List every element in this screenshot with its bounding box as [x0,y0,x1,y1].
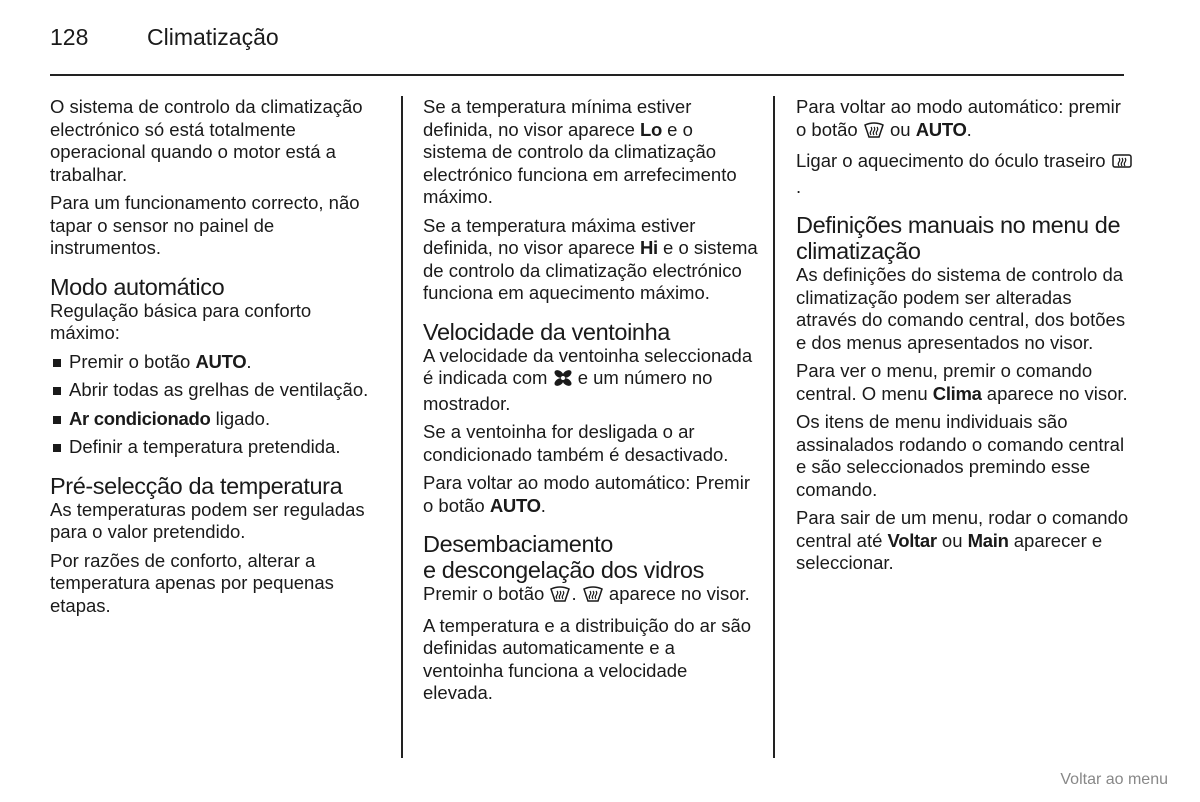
keyword-voltar: Voltar [887,529,937,551]
bullet-icon [53,359,61,367]
paragraph [796,150,1134,198]
intro-paragraph: O sistema de controlo da climatização electrónico só está totalmente operacional quando o motor está a trabalhar. [50,96,363,185]
list-item-text: Definir a temperatura pretendida. [69,436,341,457]
keyword-lo: Lo [640,118,663,140]
bullet-icon [53,387,61,395]
paragraph [423,472,758,517]
paragraph: As definições do sistema de controlo da climatização podem ser alteradas através do comando central, dos botões e dos menus apresentados no visor. [796,264,1126,353]
windscreen-defrost-icon [549,585,571,609]
chapter-title: Climatização [147,24,279,50]
column-1 [50,96,385,623]
list-item-text: Premir o botão [69,350,196,372]
keyword-main: Main [967,529,1009,551]
heading-line: Desembaciamento [423,531,613,557]
text: ou [936,529,968,551]
paragraph [796,507,1134,575]
fan-icon [553,369,573,393]
header-rule [50,74,1124,76]
column-divider [773,96,775,758]
column-2 [423,96,758,711]
column-divider [401,96,403,758]
text: Para sair de um menu, rodar o comando central até [796,507,1129,551]
list-item [50,351,385,374]
text: aparece no visor. [603,583,750,604]
paragraph: Por razões de conforto, alterar a temperatura apenas por pequenas etapas. [50,549,334,616]
paragraph: Se a ventoinha for desligada o ar condicionado também é desactivado. [423,421,729,465]
text: . [571,583,582,604]
paragraph [423,215,758,305]
text: Se a temperatura mínima estiver definida, no visor aparece [423,96,692,140]
text: Ligar o aquecimento do óculo traseiro [796,150,1111,171]
text: . [966,118,972,140]
list-item [50,436,385,459]
windscreen-defrost-icon [582,585,604,609]
text: aparece no visor. [981,382,1128,404]
intro-paragraph: Para um funcionamento correcto, não tapar o sensor no painel de instrumentos. [50,192,360,258]
section-heading-defrost [423,531,758,583]
section-heading-auto-mode: Modo automático [50,273,225,300]
keyword-clima: Clima [932,382,982,404]
text: . [796,175,802,197]
section-heading-fan-speed: Velocidade da ventoinha [423,318,670,345]
text: . [540,494,546,516]
list-item-text: ligado. [210,407,271,429]
text: Premir o botão [423,583,550,604]
keyword-air-conditioning: Ar condicionado [69,407,211,429]
rear-window-heater-icon [1111,152,1133,176]
paragraph [423,345,758,416]
list-item-text: Abrir todas as grelhas de ventilação. [69,379,369,400]
text: e o sistema de controlo da climatização electrónico funciona em aquecimento máximo. [423,237,758,303]
text: Para voltar ao modo automático: premir o botão [796,96,1121,140]
bullet-list [50,351,385,459]
keyword-hi: Hi [640,237,658,258]
text: aparecer e seleccionar. [796,529,1103,573]
keyword-auto: AUTO [195,350,247,372]
list-item [50,408,385,431]
bullet-icon [53,444,61,452]
paragraph [423,583,758,609]
heading-line: e descongelação dos vidros [423,557,704,583]
section-heading-manual-settings: Definições manuais no menu de climatização [796,212,1121,264]
text: ou [884,118,916,140]
paragraph: As temperaturas podem ser reguladas para o valor pretendido. [50,498,365,542]
column-3 [796,96,1134,581]
text: Para voltar ao modo automático: Premir o botão [423,472,750,516]
paragraph: Os itens de menu individuais são assinalados rodando o comando central e são seleccionados premindo esse comando. [796,411,1125,500]
paragraph [423,96,758,209]
text: e um número no mostrador. [423,367,713,414]
paragraph: A temperatura e a distribuição do ar são definidas automaticamente e a ventoinha funciona a velocidade elevada. [423,614,752,703]
paragraph [796,96,1134,144]
paragraph [796,360,1134,405]
bullet-icon [53,416,61,424]
list-item [50,379,385,402]
keyword-auto: AUTO [489,494,541,516]
text: Se a temperatura máxima estiver definida, no visor aparece [423,214,696,258]
section-heading-temperature-preselection: Pré-selecção da temperatura [50,472,343,499]
keyword-auto: AUTO [915,118,967,140]
list-item-text: . [246,350,252,372]
text: e o sistema de controlo da climatização electrónico funciona em arrefecimento máximo. [423,118,737,207]
paragraph: Regulação básica para conforto máximo: [50,299,312,343]
text: Para ver o menu, premir o comando central. O menu [796,360,1093,404]
text: A velocidade da ventoinha seleccionada é indicada com [423,344,753,388]
windscreen-defrost-icon [863,121,885,145]
back-to-menu-link[interactable]: Voltar ao menu [1060,771,1168,788]
page-number: 128 [50,24,89,50]
